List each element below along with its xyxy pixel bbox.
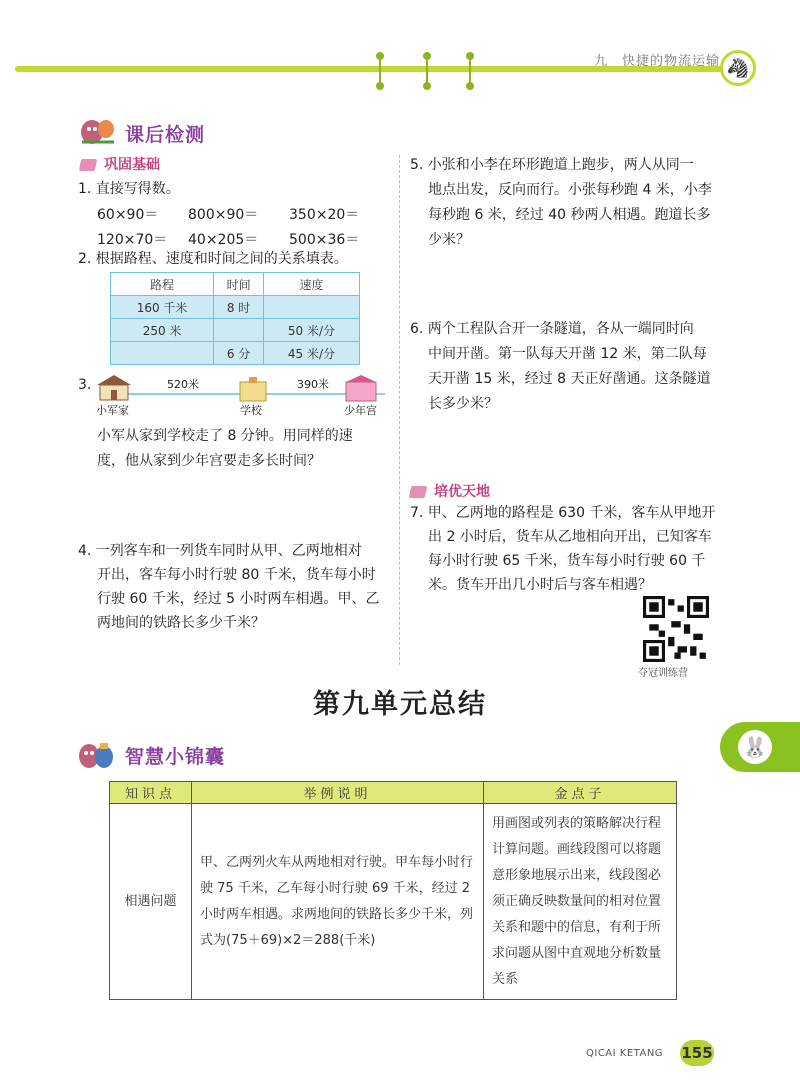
table-header: 金点子 — [484, 782, 677, 804]
qr-label: 夺冠训练营 — [638, 668, 688, 679]
table-cell-tip: 用画图或列表的策略解决行程计算问题。画线段图可以将题意形象地展示出来，线段图必须正确反映数量间的相对位置关系和题中的信息，有利于所求问题从图中直观地分析数量关系 — [484, 804, 677, 1000]
table-cell: 250 米 — [111, 319, 214, 342]
table-cell — [264, 296, 360, 319]
q7-text: 米。货车开出几小时后与客车相遇？ — [428, 577, 652, 593]
place-label: 少年宫 — [344, 404, 377, 417]
binder-peg — [376, 52, 384, 90]
flag-icon — [79, 159, 98, 171]
table-cell: 50 米/分 — [264, 319, 360, 342]
flag-icon — [409, 486, 428, 498]
unit-summary-title: 第九单元总结 — [313, 689, 487, 720]
cartoon-mascot-icon — [78, 112, 118, 146]
place-label: 小军家 — [96, 404, 129, 417]
table-header: 路程 — [111, 273, 214, 296]
q1-item: 120×70＝ — [97, 232, 168, 248]
place-label: 学校 — [240, 404, 262, 417]
q6-text: 中间开凿。第一队每天开凿 12 米，第二队每 — [428, 346, 707, 362]
q4-text: 4. 一列客车和一列货车同时从甲、乙两地相对 — [78, 543, 362, 559]
side-tab — [720, 722, 800, 772]
q5-text: 地点出发，反向而行。小张每秒跑 4 米，小李 — [428, 182, 712, 198]
section-title-after-class: 课后检测 — [125, 124, 206, 146]
q1-label: 1. 直接写得数。 — [78, 181, 180, 197]
q4-text: 行驶 60 千米，经过 5 小时两车相遇。甲、乙 — [97, 591, 380, 607]
page-number: 155 — [680, 1040, 714, 1066]
q3-text: 小军从家到学校走了 8 分钟。用同样的速 — [97, 428, 353, 444]
distance-label: 520米 — [167, 378, 199, 391]
table-cell: 8 时 — [214, 296, 264, 319]
q1-item: 60×90＝ — [97, 207, 159, 223]
q2-label: 2. 根据路程、速度和时间之间的关系填表。 — [78, 251, 348, 267]
q5-text: 每秒跑 6 米，经过 40 秒两人相遇。跑道长多 — [428, 207, 711, 223]
summary-table — [109, 781, 677, 1000]
q1-item: 800×90＝ — [188, 207, 259, 223]
q1-item: 40×205＝ — [188, 232, 259, 248]
speed-fill-table — [110, 272, 360, 365]
q6-text: 长多少米？ — [428, 396, 498, 412]
binder-peg — [466, 52, 474, 90]
rabbit-mascot-icon: 🐰 — [738, 730, 772, 764]
table-cell-example: 甲、乙两列火车从两地相对行驶。甲车每小时行驶 75 千米，乙车每小时行驶 69 千米，经过 2 小时两车相遇。求两地间的铁路长多少千米，列式为(75＋69)×2＝288(千米) — [192, 804, 484, 1000]
column-divider — [399, 155, 400, 665]
table-header: 速度 — [264, 273, 360, 296]
q5-text: 5. 小张和小李在环形跑道上跑步，两人从同一 — [410, 157, 694, 173]
footer-brand: QICAI KETANG — [586, 1048, 664, 1059]
table-cell — [214, 319, 264, 342]
q1-item: 350×20＝ — [289, 207, 360, 223]
q5-text: 少米？ — [428, 232, 470, 248]
q6-text: 天开凿 15 米，经过 8 天正好凿通。这条隧道 — [428, 371, 711, 387]
table-header: 时间 — [214, 273, 264, 296]
qr-code-icon[interactable] — [643, 596, 709, 662]
q7-text: 每小时行驶 65 千米，货车每小时行驶 60 千 — [428, 553, 706, 569]
subsection-title-basic: 巩固基础 — [104, 157, 160, 173]
q4-text: 两地间的铁路长多少千米？ — [97, 615, 265, 631]
table-cell: 45 米/分 — [264, 342, 360, 365]
table-cell: 6 分 — [214, 342, 264, 365]
chapter-title: 九 快捷的物流运输 — [593, 54, 720, 69]
table-header: 知识点 — [110, 782, 192, 804]
q6-text: 6. 两个工程队合开一条隧道，各从一端同时向 — [410, 321, 694, 337]
binder-peg — [423, 52, 431, 90]
q3-number: 3. — [78, 377, 92, 393]
distance-label: 390米 — [297, 378, 329, 391]
q7-text: 7. 甲、乙两地的路程是 630 千米，客车从甲地开 — [410, 505, 716, 521]
table-cell: 160 千米 — [111, 296, 214, 319]
q3-text: 度，他从家到少年宫要走多长时间？ — [97, 453, 321, 469]
q4-text: 开出，客车每小时行驶 80 千米，货车每小时 — [97, 567, 376, 583]
table-cell — [111, 342, 214, 365]
house-icon — [95, 373, 133, 401]
table-cell-topic: 相遇问题 — [110, 804, 192, 1000]
table-header: 举例说明 — [192, 782, 484, 804]
q7-text: 出 2 小时后，货车从乙地相向开出，已知客车 — [428, 529, 712, 545]
subsection-title-advanced: 培优天地 — [434, 484, 490, 500]
zebra-mascot-icon: 🦓 — [720, 50, 756, 86]
q1-item: 500×36＝ — [289, 232, 360, 248]
section-title-tips: 智慧小锦囊 — [125, 746, 226, 768]
cartoon-mascot-icon — [76, 737, 116, 771]
